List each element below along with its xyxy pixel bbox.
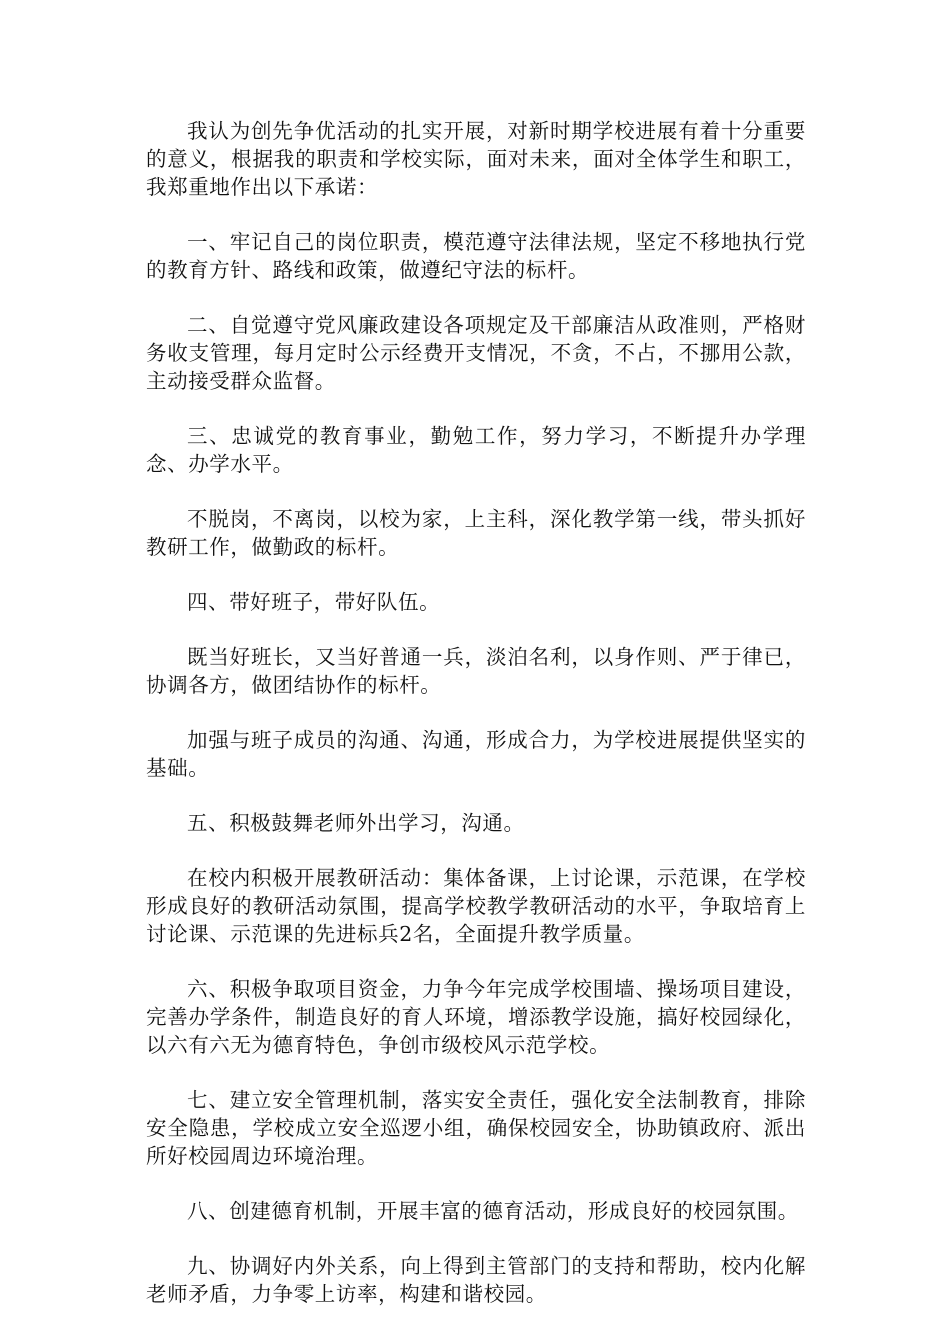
paragraph-commitment-6: 六、积极争取项目资金，力争今年完成学校围墙、操场项目建设， 完善办学条件，制造良好的育人环境，增添教学设施，搞好校园绿化，以六有六无为德育特色，争创市级校风示范学校。	[146, 977, 806, 1057]
paragraph-commitment-3-detail: 不脱岗，不离岗，以校为家，上主科，深化教学第一线，带头抓好教研工作，做勤政的标杆。	[146, 507, 806, 559]
paragraph-commitment-4-detail-a: 既当好班长，又当好普通一兵，淡泊名利，以身作则、严于律已，协调各方，做团结协作的标杆。	[146, 645, 806, 697]
paragraph-commitment-4-detail-b: 加强与班子成员的沟通、沟通，形成合力，为学校进展提供坚实的基础。	[146, 728, 806, 780]
paragraph-intro: 我认为创先争优活动的扎实开展，对新时期学校进展有着十分重要的意义，根据我的职责和学校实际，面对未来，面对全体学生和职工，我郑重地作出以下承诺：	[146, 119, 806, 199]
paragraph-commitment-2: 二、自觉遵守党风廉政建设各项规定及干部廉洁从政准则，严格财务收支管理，每月定时公示经费开支情况，不贪，不占，不挪用公款，主动接受群众监督。	[146, 313, 806, 393]
document-body	[146, 117, 806, 1335]
paragraph-commitment-4: 四、带好班子，带好队伍。	[187, 590, 441, 614]
paragraph-commitment-5: 五、积极鼓舞老师外出学习，沟通。	[187, 811, 525, 835]
paragraph-commitment-9: 九、协调好内外关系，向上得到主管部门的支持和帮助，校内化解老师矛盾，力争零上访率，构建和谐校园。	[146, 1254, 806, 1306]
paragraph-commitment-8: 八、创建德育机制，开展丰富的德育活动，形成良好的校园氛围。	[187, 1199, 799, 1223]
paragraph-commitment-1: 一、牢记自己的岗位职责，模范遵守法律法规，坚定不移地执行党的教育方针、路线和政策，做遵纪守法的标杆。	[146, 230, 806, 282]
paragraph-commitment-7: 七、建立安全管理机制，落实安全责任，强化安全法制教育，排除安全隐患，学校成立安全巡逻小组，确保校园安全，协助镇政府、派出所好校园周边环境治理。	[146, 1088, 806, 1168]
paragraph-commitment-5-detail: 在校内积极开展教研活动：集体备课，上讨论课，示范课，在学校形成良好的教研活动氛围，提高学校教学教研活动的水平，争取培育上讨论课、示范课的先进标兵2名，全面提升教学质量。	[146, 866, 806, 946]
paragraph-commitment-3: 三、忠诚党的教育事业，勤勉工作，努力学习，不断提升办学理念、办学水平。	[146, 424, 806, 476]
